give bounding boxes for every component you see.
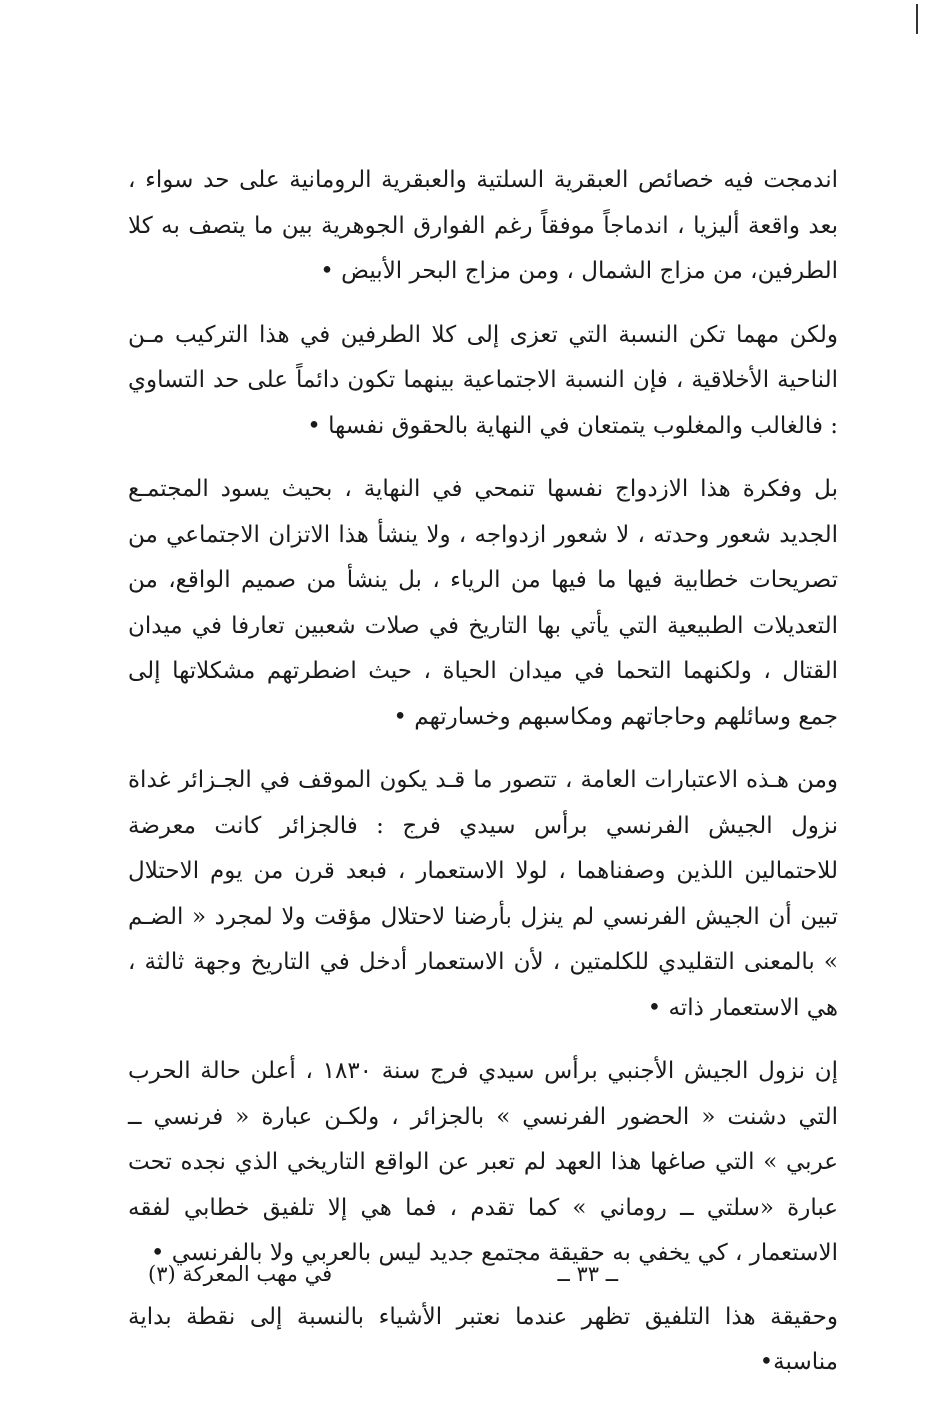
body-text [128,158,838,1404]
paragraph-1: اندمجت فيه خصائص العبقرية السلتية والعبقرية الرومانية على حد سواء ، بعد واقعة أليزيا ، اندماجاً موفقاً رغم الفوارق الجوهرية بين ما يتصف به كلا الطرفين، من مزاج الشمال ، ومن مزاج البحر الأبيض • [128,167,838,284]
paragraph-2: ولكن مهما تكن النسبة التي تعزى إلى كلا الطرفين في هذا التركيب مـن الناحية الأخلاقية ، فإن النسبة الاجتماعية بينهما تكون دائماً على حد التساوي : فالغالب والمغلوب يتمتعان في النهاية بالحقوق نفسها • [128,321,838,439]
running-title: في مهب المعركة (٣) [148,1262,333,1286]
page-footer [128,1262,838,1302]
page-edge-mark [916,4,918,34]
paragraph-4: ومن هـذه الاعتبارات العامة ، تتصور ما قـد يكون الموقف في الجـزائر غداة نزول الجيش الفرنسي برأس سيدي فرج : فالجزائر كانت معرضة للاحتمالين اللذين وصفناهما ، لولا الاستعمار ، فبعد قرن من يوم الاحتلال تبين أن الجيش الفرنسي لم ينزل بأرضنا لاحتلال مؤقت ولا لمجرد « الضـم » بالمعنى التقليدي للكلمتين ، لأن الاستعمار أدخل في التاريخ وجهة ثالثة ، هي الاستعمار ذاته • [128,767,838,1021]
paragraph-5: إن نزول الجيش الأجنبي برأس سيدي فرج سنة ١٨٣٠ ، أعلن حالة الحرب التي دشنت « الحضور الفرنسي » بالجزائر ، ولكـن عبارة « فرنسي ــ عربي » التي صاغها هذا العهد لم تعبر عن الواقع التاريخي الذي نجده تحت عبارة «سلتي ــ روماني » كما تقدم ، فما هي إلا تلفيق خطابي لفقه الاستعمار ، كي يخفي به حقيقة مجتمع جديد ليس بالعربي ولا بالفرنسي • [128,1058,838,1266]
paragraph-3: بل وفكرة هذا الازدواج نفسها تنمحي في النهاية ، بحيث يسود المجتمـع الجديد شعور وحدته ، لا شعور ازدواجه ، ولا ينشأ هذا الاتزان الاجتماعي من تصريحات خطابية فيها ما فيها من الرياء ، بل ينشأ من صميم الواقع، من التعديلات الطبيعية التي يأتي بها التاريخ في صلات شعبين تعارفا في ميدان القتال ، ولكنهما التحما في ميدان الحياة ، حيث اضطرتهم مشكلاتها إلى جمع وسائلهم وحاجاتهم ومكاسبهم وخسارتهم • [128,476,838,730]
page-number: ــ ٣٣ ــ [557,1262,618,1286]
paragraph-6: وحقيقة هذا التلفيق تظهر عندما نعتبر الأشياء بالنسبة إلى نقطة بداية مناسبة• [128,1303,838,1375]
